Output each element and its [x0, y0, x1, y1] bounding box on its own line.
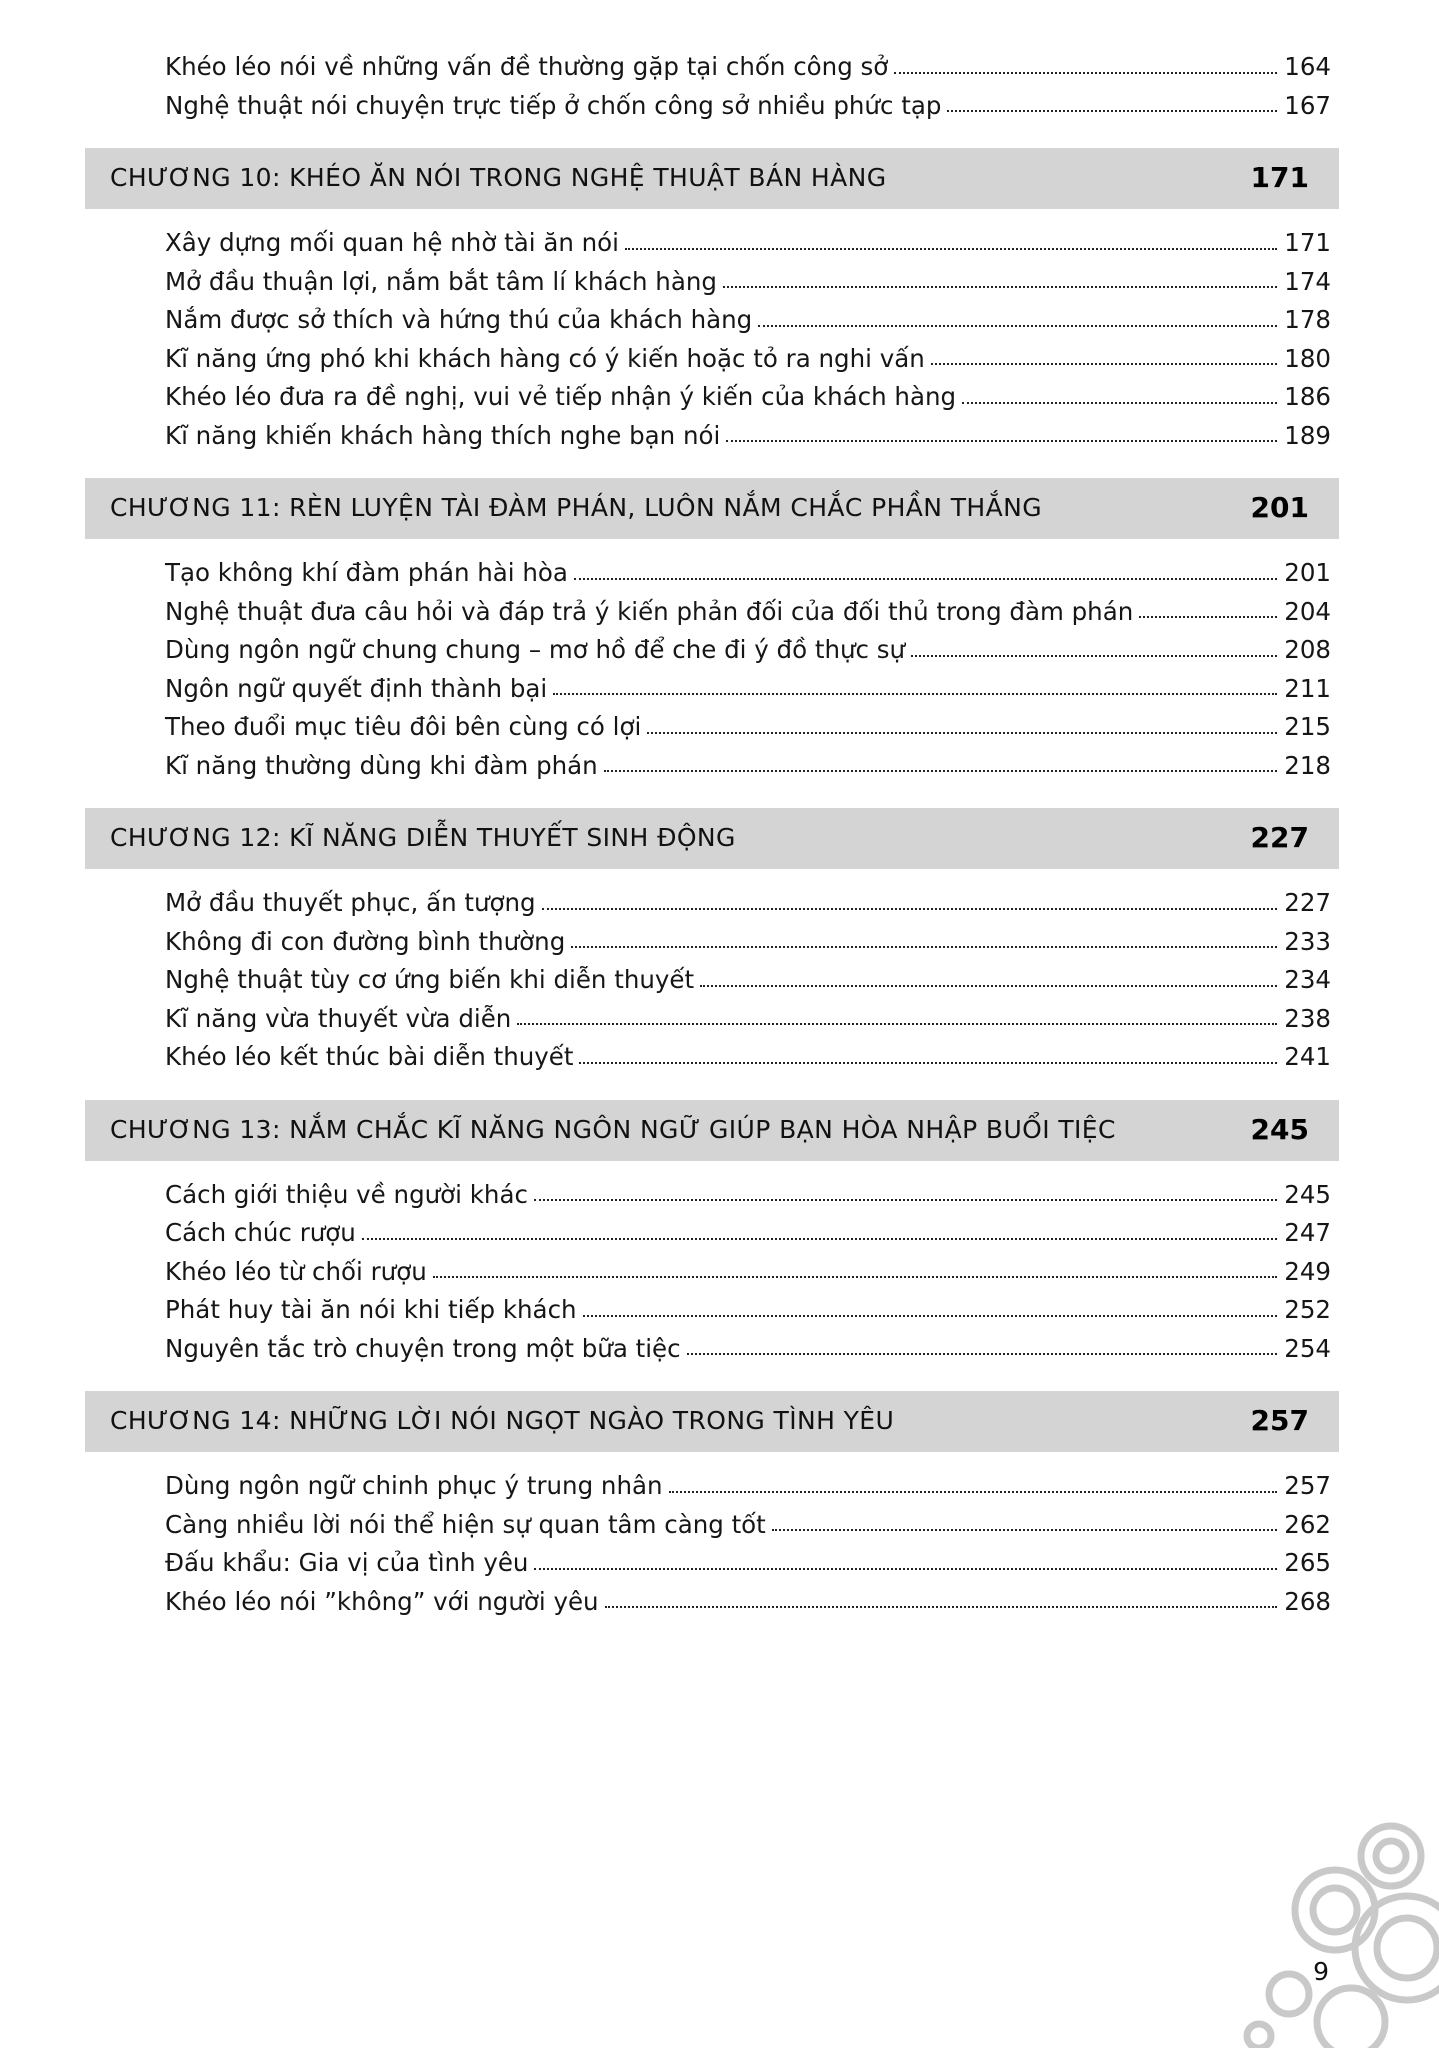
toc-entry-title: Khéo léo nói ”không” với người yêu — [165, 1586, 599, 1616]
toc-entry[interactable] — [85, 1333, 1339, 1363]
toc-entry-page: 254 — [1284, 1333, 1331, 1363]
toc-entry-title: Kĩ năng thường dùng khi đàm phán — [165, 750, 598, 780]
chapter-heading-title: CHƯƠNG 14: NHỮNG LỜI NÓI NGỌT NGÀO TRONG TÌNH YÊU — [110, 1406, 895, 1435]
toc-chapter-group — [85, 1391, 1339, 1614]
toc-leader-dots — [605, 1605, 1277, 1608]
toc-entry[interactable] — [85, 1295, 1339, 1324]
toc-entry[interactable] — [85, 965, 1339, 994]
toc-entry-page: 262 — [1284, 1509, 1331, 1539]
toc-leader-dots — [534, 1567, 1277, 1570]
toc-leader-dots — [947, 109, 1277, 112]
chapter-heading-title: CHƯƠNG 13: NẮM CHẮC KĨ NĂNG NGÔN NGỮ GIÚP BẠN HÒA NHẬP BUỔI TIỆC — [110, 1114, 1116, 1144]
toc-entry-title: Khéo léo nói về những vấn đề thường gặp tại chốn công sở — [165, 52, 889, 81]
chapter-heading-title: CHƯƠNG 10: KHÉO ĂN NÓI TRONG NGHỆ THUẬT BÁN HÀNG — [110, 163, 887, 192]
toc-entry-title: Kĩ năng ứng phó khi khách hàng có ý kiến hoặc tỏ ra nghi vấn — [165, 343, 925, 373]
toc-entry-page: 268 — [1284, 1586, 1331, 1616]
toc-leader-dots — [758, 324, 1277, 327]
toc-entry-title: Khéo léo đưa ra đề nghị, vui vẻ tiếp nhận ý kiến của khách hàng — [165, 382, 957, 411]
toc-entry[interactable] — [85, 228, 1339, 257]
toc-entry[interactable] — [85, 1256, 1339, 1286]
toc-chapter-group — [85, 1100, 1339, 1362]
toc-chapter-group — [85, 478, 1339, 778]
toc-leader-dots — [647, 731, 1277, 734]
chapter-heading-title: CHƯƠNG 11: RÈN LUYỆN TÀI ĐÀM PHÁN, LUÔN NẮM CHẮC PHẦN THẮNG — [110, 493, 1042, 522]
toc-leader-dots — [962, 401, 1277, 404]
toc-entry-page: 249 — [1284, 1256, 1331, 1286]
toc-leader-dots — [1139, 615, 1277, 618]
toc-entry[interactable] — [85, 420, 1339, 450]
chapter-heading-bar[interactable] — [85, 148, 1339, 209]
toc-entry[interactable] — [85, 343, 1339, 373]
toc-entry-title: Theo đuổi mục tiêu đôi bên cùng có lợi — [165, 712, 642, 741]
toc-entry-page: 180 — [1284, 343, 1331, 373]
chapter-entry-list — [85, 228, 1339, 450]
toc-entry-title: Mở đầu thuận lợi, nắm bắt tâm lí khách hàng — [165, 266, 717, 296]
toc-entry-title: Khéo léo kết thúc bài diễn thuyết — [165, 1042, 574, 1071]
toc-entry-title: Tạo không khí đàm phán hài hòa — [165, 558, 568, 587]
toc-leader-dots — [571, 945, 1277, 948]
chapter-heading-page: 171 — [1250, 161, 1309, 194]
toc-entry-title: Đấu khẩu: Gia vị của tình yêu — [165, 1548, 529, 1577]
toc-entry[interactable] — [85, 712, 1339, 741]
toc-leader-dots — [669, 1490, 1277, 1493]
chapter-heading-page: 257 — [1250, 1404, 1309, 1437]
toc-leader-dots — [772, 1528, 1277, 1531]
toc-leader-dots — [723, 285, 1277, 288]
toc-entry-page: 215 — [1284, 712, 1331, 741]
chapter-heading-page: 245 — [1250, 1112, 1309, 1146]
page-number: 9 — [1313, 1957, 1329, 1986]
toc-entry-title: Cách chúc rượu — [165, 1218, 356, 1247]
toc-entry-page: 245 — [1284, 1179, 1331, 1209]
toc-entry-title: Ngôn ngữ quyết định thành bại — [165, 673, 548, 703]
chapter-entry-list — [85, 1179, 1339, 1363]
toc-leader-dots — [687, 1352, 1277, 1355]
toc-entry-title: Nghệ thuật tùy cơ ứng biến khi diễn thuyết — [165, 965, 695, 994]
chapter-heading-title: CHƯƠNG 12: KĨ NĂNG DIỄN THUYẾT SINH ĐỘNG — [110, 823, 736, 852]
toc-entry[interactable] — [85, 1509, 1339, 1539]
toc-entry-page: 233 — [1284, 926, 1331, 956]
chapter-heading-bar[interactable] — [85, 1100, 1339, 1161]
toc-entry[interactable] — [85, 1003, 1339, 1033]
toc-leader-dots — [579, 1061, 1277, 1064]
toc-entry-page: 218 — [1284, 750, 1331, 780]
toc-entry[interactable] — [85, 750, 1339, 780]
toc-entry-title: Không đi con đường bình thường — [165, 926, 566, 956]
toc-entry-page: 211 — [1284, 673, 1331, 703]
toc-entry-page: 247 — [1284, 1218, 1331, 1247]
toc-entry[interactable] — [85, 888, 1339, 917]
decorative-circles-graphic — [1139, 1798, 1439, 2048]
toc-entry[interactable] — [85, 1218, 1339, 1247]
toc-entry[interactable] — [85, 52, 1339, 81]
toc-leader-dots — [517, 1022, 1277, 1025]
toc-entry-title: Cách giới thiệu về người khác — [165, 1179, 528, 1209]
toc-leader-dots — [625, 247, 1277, 250]
toc-leader-dots — [700, 984, 1277, 987]
toc-entry-title: Càng nhiều lời nói thể hiện sự quan tâm càng tốt — [165, 1509, 766, 1539]
toc-entry-page: 186 — [1284, 382, 1331, 411]
toc-entry-page: 171 — [1284, 228, 1331, 257]
toc-entry[interactable] — [85, 1548, 1339, 1577]
toc-chapter-group — [85, 808, 1339, 1070]
toc-entry[interactable] — [85, 635, 1339, 664]
chapter-entry-list — [85, 1471, 1339, 1616]
toc-entry-page: 164 — [1284, 52, 1331, 81]
toc-entry-page: 238 — [1284, 1003, 1331, 1033]
toc-leader-dots — [726, 439, 1277, 442]
toc-leader-dots — [911, 654, 1277, 657]
toc-entry-page: 241 — [1284, 1042, 1331, 1071]
toc-entry-page: 174 — [1284, 266, 1331, 296]
toc-entry-title: Dùng ngôn ngữ chinh phục ý trung nhân — [165, 1471, 663, 1500]
toc-leader-dots — [894, 71, 1277, 74]
chapter-heading-bar[interactable] — [85, 808, 1339, 869]
toc-entry[interactable] — [85, 1471, 1339, 1500]
toc-entry[interactable] — [85, 266, 1339, 296]
toc-entry-page: 178 — [1284, 305, 1331, 334]
toc-entry-title: Dùng ngôn ngữ chung chung – mơ hồ để che đi ý đồ thực sự — [165, 635, 906, 664]
chapter-heading-bar[interactable] — [85, 478, 1339, 539]
toc-entry[interactable] — [85, 596, 1339, 626]
toc-leader-dots — [362, 1237, 1277, 1240]
toc-entry-page: 189 — [1284, 420, 1331, 450]
toc-entry-title: Kĩ năng vừa thuyết vừa diễn — [165, 1003, 512, 1033]
chapter-heading-bar[interactable] — [85, 1391, 1339, 1452]
toc-entry-page: 227 — [1284, 888, 1331, 917]
toc-leader-dots — [604, 769, 1277, 772]
toc-entry[interactable] — [85, 1179, 1339, 1209]
toc-entry[interactable] — [85, 1586, 1339, 1616]
chapter-heading-page: 227 — [1250, 821, 1309, 854]
toc-chapters — [85, 148, 1339, 1614]
chapter-heading-page: 201 — [1250, 491, 1309, 524]
toc-entry-title: Kĩ năng khiến khách hàng thích nghe bạn nói — [165, 420, 721, 450]
toc-entry-title: Nghệ thuật nói chuyện trực tiếp ở chốn công sở nhiều phức tạp — [165, 90, 942, 120]
toc-entry[interactable] — [85, 382, 1339, 411]
toc-entry-page: 208 — [1284, 635, 1331, 664]
toc-leader-dots — [542, 907, 1277, 910]
toc-entry[interactable] — [85, 926, 1339, 956]
toc-entry-title: Mở đầu thuyết phục, ấn tượng — [165, 888, 536, 917]
toc-leader-dots — [553, 692, 1277, 695]
toc-entry-title: Nguyên tắc trò chuyện trong một bữa tiệc — [165, 1333, 681, 1363]
toc-entry-title: Nắm được sở thích và hứng thú của khách hàng — [165, 305, 753, 334]
toc-entry[interactable] — [85, 90, 1339, 120]
toc-leader-dots — [433, 1275, 1277, 1278]
toc-entry-title: Xây dựng mối quan hệ nhờ tài ăn nói — [165, 228, 619, 257]
toc-entry-page: 252 — [1284, 1295, 1331, 1324]
toc-top-entries — [85, 52, 1339, 120]
toc-chapter-group — [85, 148, 1339, 448]
toc-entry[interactable] — [85, 1042, 1339, 1071]
toc-leader-dots — [583, 1314, 1277, 1317]
toc-entry-title: Phát huy tài ăn nói khi tiếp khách — [165, 1295, 577, 1324]
toc-entry[interactable] — [85, 673, 1339, 703]
toc-entry-page: 257 — [1284, 1471, 1331, 1500]
chapter-entry-list — [85, 888, 1339, 1071]
toc-entry-title: Nghệ thuật đưa câu hỏi và đáp trả ý kiến phản đối của đối thủ trong đàm phán — [165, 596, 1134, 626]
toc-entry[interactable] — [85, 305, 1339, 334]
toc-entry-page: 265 — [1284, 1548, 1331, 1577]
toc-entry-page: 204 — [1284, 596, 1331, 626]
toc-entry-title: Khéo léo từ chối rượu — [165, 1256, 427, 1286]
toc-entry-page: 234 — [1284, 965, 1331, 994]
toc-leader-dots — [534, 1198, 1277, 1201]
toc-entry-page: 167 — [1284, 90, 1331, 120]
toc-entry-page: 201 — [1284, 558, 1331, 587]
chapter-entry-list — [85, 558, 1339, 780]
toc-leader-dots — [574, 577, 1277, 580]
toc-leader-dots — [931, 362, 1277, 365]
toc-entry[interactable] — [85, 558, 1339, 587]
